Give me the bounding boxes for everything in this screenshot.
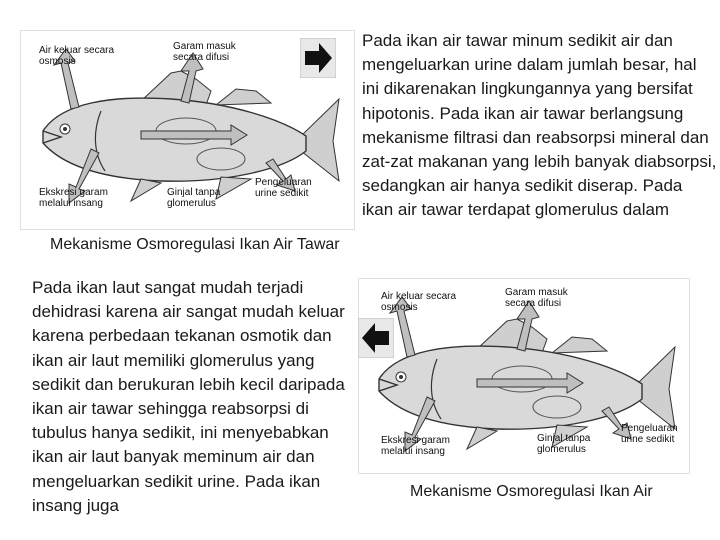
arrow-right-icon	[300, 38, 336, 78]
label-water-out: Air keluar secara osmosis	[39, 45, 115, 67]
label-excretion: Ekskresi garam melalui insang	[39, 187, 108, 209]
label-urine: Pengeluaran urine sedikit	[621, 423, 678, 445]
paragraph-freshwater: Pada ikan air tawar minum sedikit air dan mengeluarkan urine dalam jumlah besar, hal ini dikarenakan lingkungannya yang bersifat hipotonis. Pada ikan air tawar berlangsung mekanisme filtrasi dan reabsorpsi mineral dan zat-zat makanan yang lebih banyak diabsorpsi, sedangkan air hanya sedikit diserap. Pada ikan air tawar terdapat glomerulus dalam	[362, 31, 717, 220]
label-water-out: Air keluar secara osmosis	[381, 291, 457, 313]
label-kidney: Ginjal tanpa glomerulus	[167, 187, 221, 209]
label-salt-in: Garam masuk secara difusi	[173, 41, 236, 63]
diagram-seawater	[358, 278, 690, 474]
arrow-left-icon	[358, 318, 394, 358]
label-urine: Pengeluaran urine sedikit	[255, 177, 312, 199]
label-excretion: Ekskresi garam melalui insang	[381, 435, 450, 457]
label-kidney: Ginjal tanpa glomerulus	[537, 433, 591, 455]
caption-freshwater: Mekanisme Osmoregulasi Ikan Air Tawar	[50, 236, 340, 253]
caption-seawater: Mekanisme Osmoregulasi Ikan Air	[410, 483, 653, 500]
label-salt-in: Garam masuk secara difusi	[505, 287, 568, 309]
paragraph-seawater: Pada ikan laut sangat mudah terjadi dehidrasi karena air sangat mudah keluar karena perbedaan tekanan osmotik dan ikan air laut memiliki glomerulus yang sedikit dan berukuran lebih kecil daripada ikan air tawar sehingga reabsorpsi di tubulus hanya sedikit, ini menyebabkan ikan air laut banyak meminum air dan mengeluarkan sedikit urine. Pada ikan insang juga	[32, 278, 345, 515]
